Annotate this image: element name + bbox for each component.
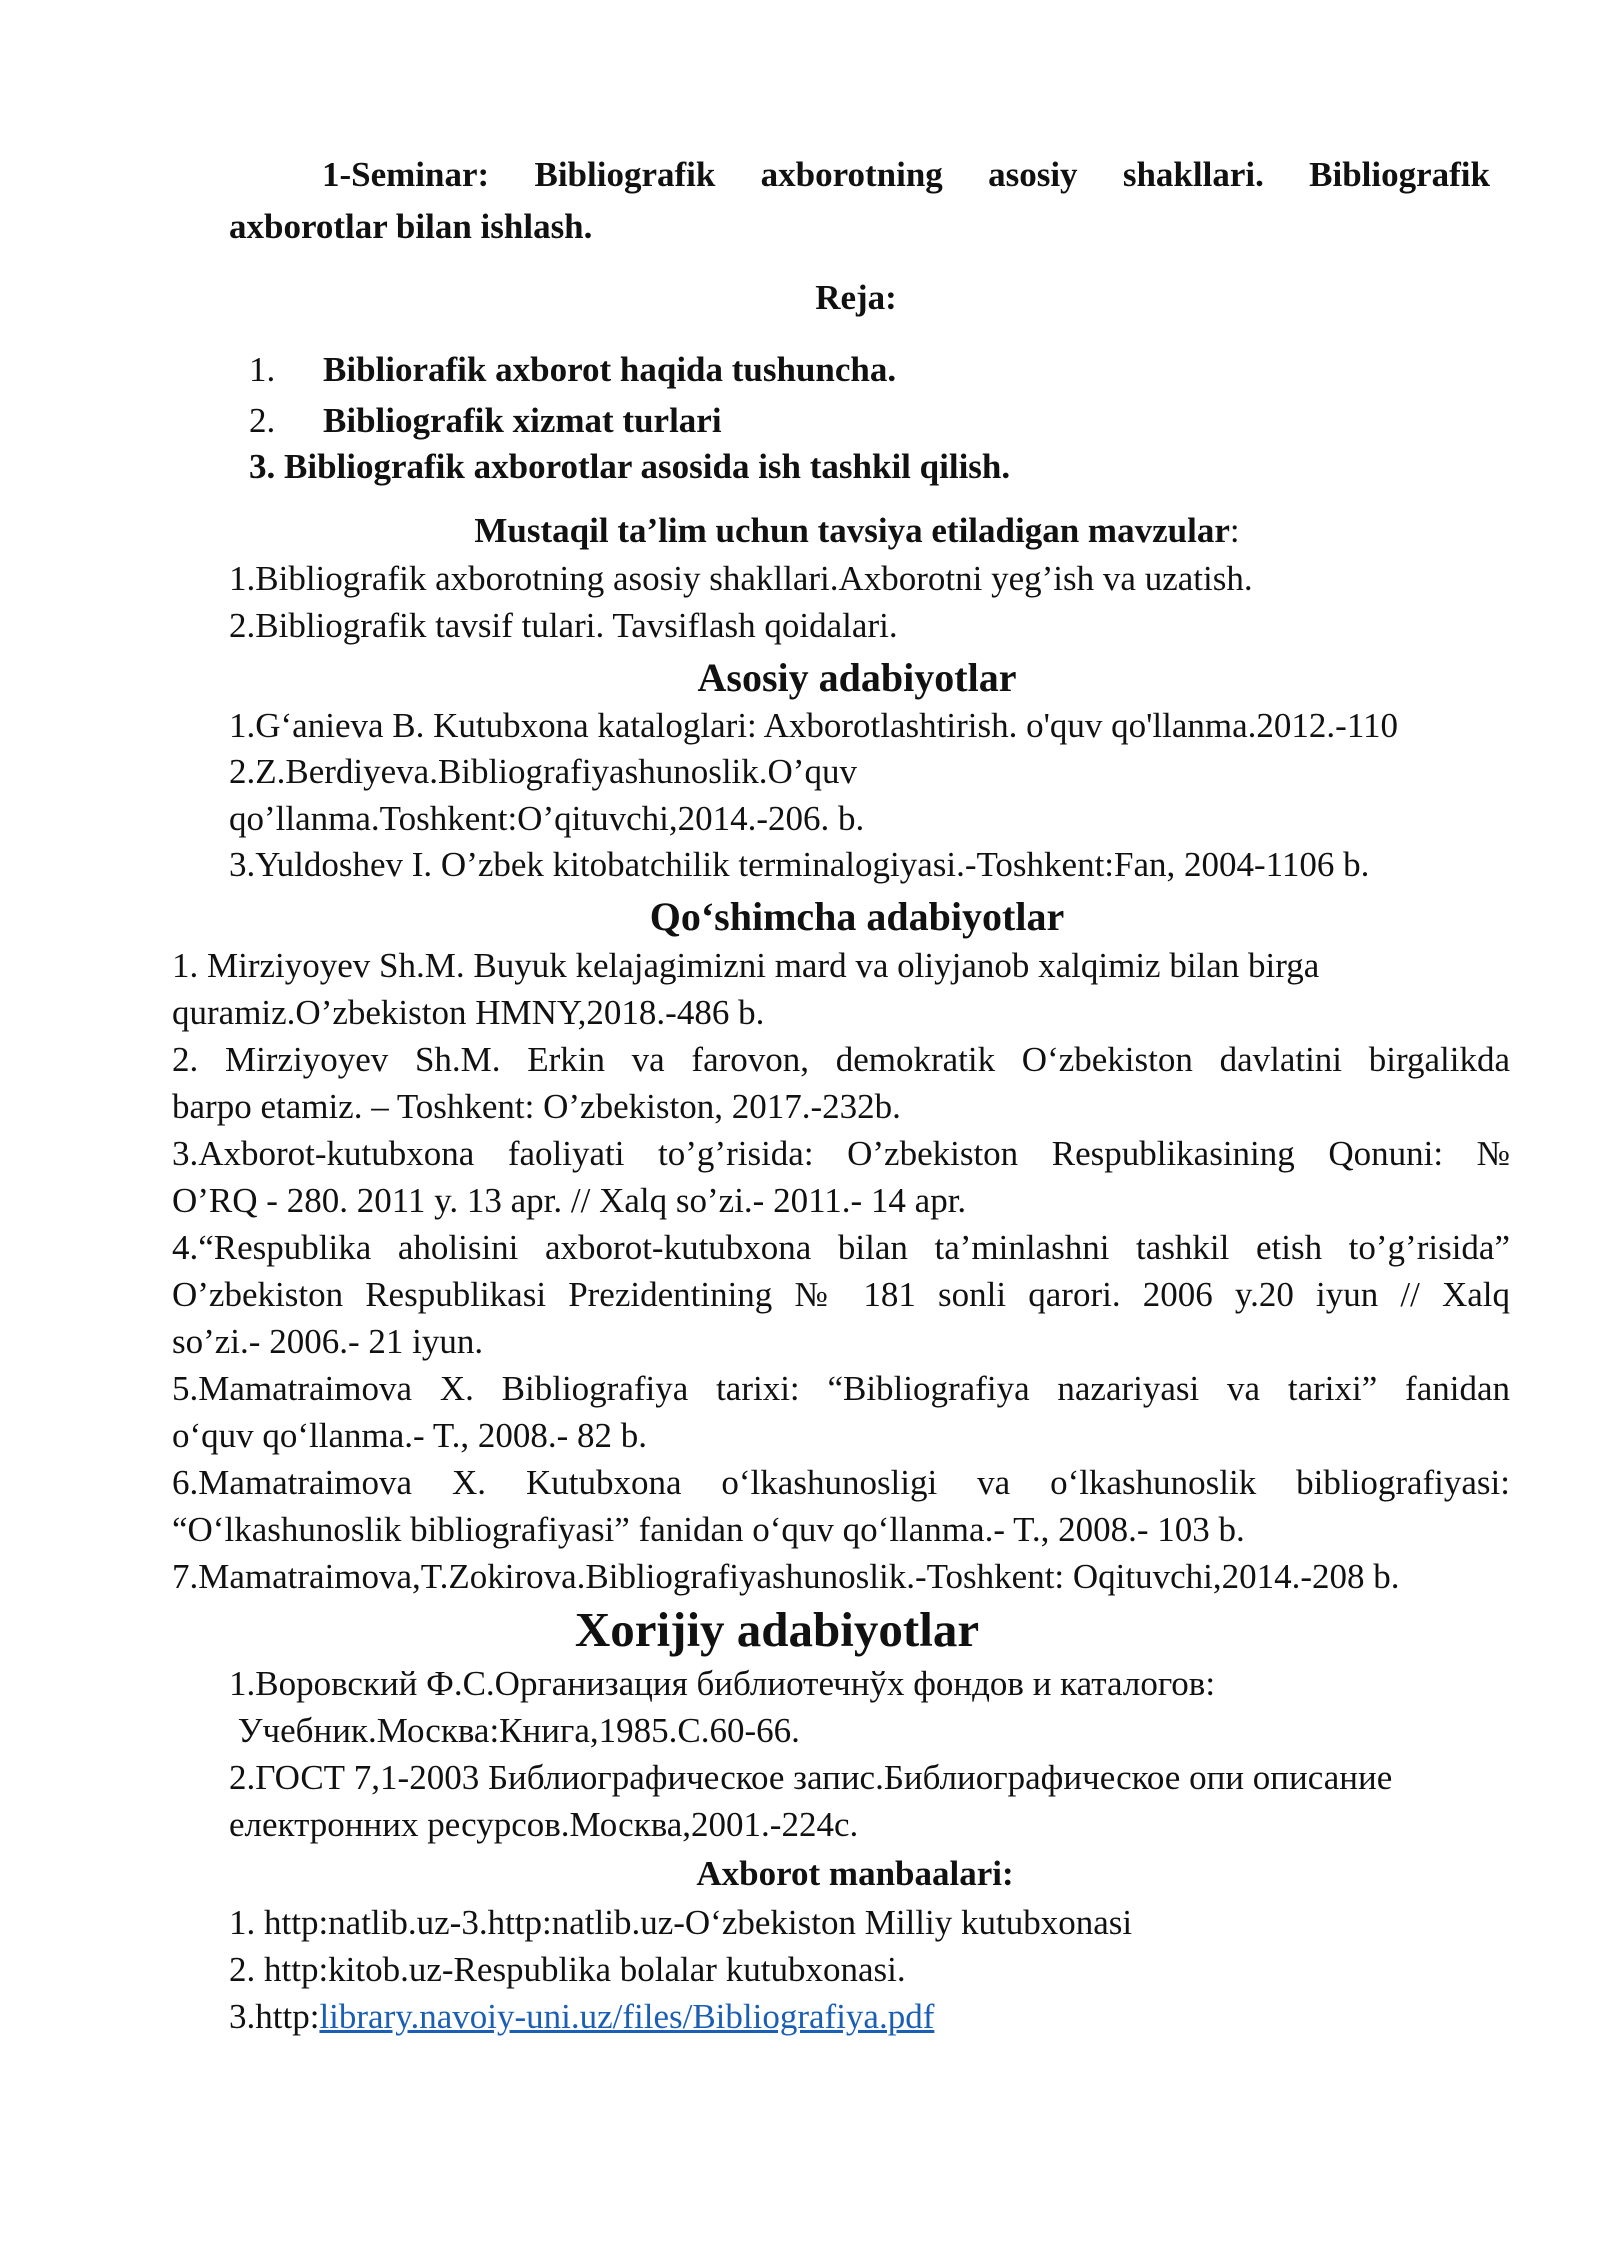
- plan-item-1-number: 1.: [249, 350, 276, 389]
- extra-literature-line-7: 4.“Respublika aholisini axborot-kutubxona bilan ta’minlashni tashkil etish to’g’risida”: [172, 1228, 1510, 1267]
- sources-line-2: 2. http:kitob.uz-Respublika bolalar kutubxonasi.: [229, 1950, 906, 1989]
- main-literature-line-3: qo’llanma.Toshkent:O’qituvchi,2014.-206. b.: [229, 799, 865, 838]
- main-literature-line-1: 1.G‘anieva B. Kutubxona kataloglari: Axborotlashtirish. o'quv qo'llanma.2012.-110: [229, 706, 1399, 745]
- foreign-literature-heading: Xorijiy adabiyotlar: [574, 1602, 980, 1657]
- independent-item-2: 2.Bibliografik tavsif tulari. Tavsiflash qoidalari.: [229, 606, 898, 645]
- main-literature-line-2: 2.Z.Berdiyeva.Bibliografiyashunoslik.O’quv: [229, 752, 857, 791]
- extra-literature-line-14: 7.Mamatraimova,T.Zokirova.Bibliografiyashunoslik.-Toshkent: Oqituvchi,2014.-208 b.: [172, 1557, 1400, 1596]
- plan-item-3: 3. Bibliografik axborotlar asosida ish tashkil qilish.: [249, 447, 1011, 486]
- plan-heading: Reja:: [815, 278, 897, 317]
- main-literature-line-4: 3.Yuldoshev I. O’zbek kitobatchilik terminalogiyasi.-Toshkent:Fan, 2004-1106 b.: [229, 845, 1370, 884]
- independent-item-1: 1.Bibliografik axborotning asosiy shakllari.Axborotni yeg’ish va uzatish.: [229, 559, 1253, 598]
- foreign-literature-line-2: Учебник.Москва:Книга,1985.С.60-66.: [229, 1711, 800, 1750]
- main-literature-heading: Asosiy adabiyotlar: [697, 655, 1017, 700]
- foreign-literature-line-3: 2.ГОСТ 7,1-2003 Библиографическое запис.Библиографическое опи описание: [229, 1758, 1393, 1797]
- extra-literature-line-9: so’zi.- 2006.- 21 iyun.: [172, 1322, 484, 1361]
- extra-literature-heading: Qo‘shimcha adabiyotlar: [649, 894, 1065, 939]
- extra-literature-line-6: O’RQ - 280. 2011 y. 13 apr. // Xalq so’zi.- 2011.- 14 apr.: [172, 1181, 967, 1220]
- independent-heading-colon: :: [1229, 511, 1240, 550]
- plan-item-1: Bibliorafik axborot haqida tushuncha.: [323, 350, 897, 389]
- extra-literature-line-2: quramiz.O’zbekiston HMNY,2018.-486 b.: [172, 993, 765, 1032]
- sources-line-3-prefix: 3.http:: [229, 1997, 320, 2036]
- independent-heading: [0, 509, 1600, 553]
- sources-line-3: [229, 1995, 934, 2039]
- sources-heading: Axborot manbaalari:: [696, 1854, 1014, 1893]
- extra-literature-line-13: “O‘lkashunoslik bibliografiyasi” fanidan o‘quv qo‘llanma.- T., 2008.- 103 b.: [172, 1510, 1245, 1549]
- sources-line-1: 1. http:natlib.uz-3.http:natlib.uz-O‘zbekiston Milliy kutubxonasi: [229, 1903, 1133, 1942]
- extra-literature-line-12: 6.Mamatraimova X. Kutubxona o‘lkashunosligi va o‘lkashunoslik bibliografiyasi:: [172, 1463, 1510, 1502]
- extra-literature-line-1: 1. Mirziyoyev Sh.M. Buyuk kelajagimizni mard va oliyjanob xalqimiz bilan birga: [172, 946, 1320, 985]
- extra-literature-line-11: o‘quv qo‘llanma.- T., 2008.- 82 b.: [172, 1416, 648, 1455]
- foreign-literature-line-1: 1.Воровский Ф.С.Организация библиотечнўх фондов и каталогов:: [229, 1664, 1216, 1703]
- extra-literature-line-4: barpo etamiz. – Toshkent: O’zbekiston, 2017.-232b.: [172, 1087, 901, 1126]
- seminar-title-line-2: axborotlar bilan ishlash.: [229, 207, 593, 246]
- extra-literature-line-3: 2. Mirziyoyev Sh.M. Erkin va farovon, demokratik O‘zbekiston davlatini birgalikda: [172, 1040, 1510, 1079]
- plan-item-2: Bibliografik xizmat turlari: [323, 401, 722, 440]
- extra-literature-line-5: 3.Axborot-kutubxona faoliyati to’g’risida: O’zbekiston Respublikasining Qonuni: №: [172, 1134, 1510, 1173]
- independent-heading-text: Mustaqil ta’lim uchun tavsiya etiladigan mavzular: [474, 511, 1230, 550]
- bibliografiya-pdf-link[interactable]: library.navoiy-uni.uz/files/Bibliografiya.pdf: [319, 1997, 935, 2036]
- plan-item-2-number: 2.: [249, 401, 276, 440]
- foreign-literature-line-4: електронних ресурсов.Москва,2001.-224с.: [229, 1805, 859, 1844]
- extra-literature-line-10: 5.Mamatraimova X. Bibliografiya tarixi: “Bibliografiya nazariyasi va tarixi” fanidan: [172, 1369, 1510, 1408]
- extra-literature-line-8: O’zbekiston Respublikasi Prezidentining № 181 sonli qarori. 2006 y.20 iyun // Xalq: [172, 1275, 1510, 1314]
- seminar-title-line-1: 1-Seminar: Bibliografik axborotning asosiy shakllari. Bibliografik: [322, 155, 1490, 194]
